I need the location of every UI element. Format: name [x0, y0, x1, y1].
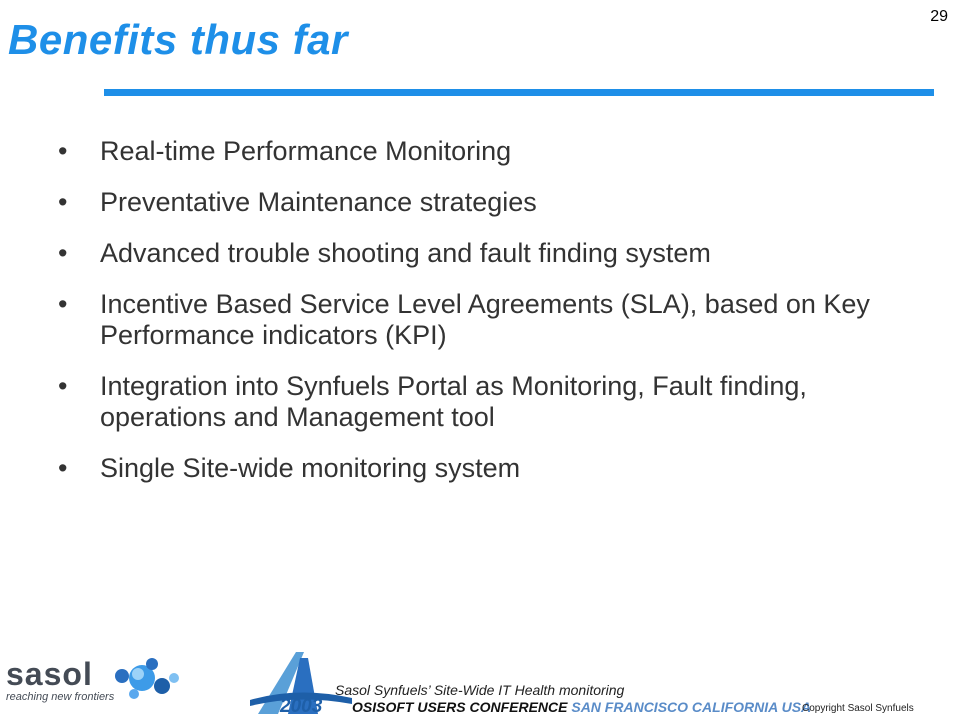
bullet-text: Preventative Maintenance strategies [100, 187, 537, 217]
bullet-item [58, 453, 878, 484]
molecule-icon [112, 654, 182, 704]
sasol-tagline: reaching new frontiers [6, 691, 115, 703]
bullet-mark: • [58, 453, 68, 483]
sasol-logo [6, 657, 114, 703]
bullet-text: Single Site-wide monitoring system [100, 453, 521, 483]
bullet-text: Advanced trouble shooting and fault finding system [100, 238, 711, 268]
bullet-item [58, 238, 878, 269]
conference-location: SAN FRANCISCO CALIFORNIA USA [571, 699, 812, 715]
conference-banner [352, 699, 811, 715]
sasol-wordmark: sasol [6, 656, 93, 692]
slide-number: 29 [930, 8, 948, 25]
bullet-list [58, 136, 878, 504]
bullet-text: Incentive Based Service Level Agreements (SLA), based on Key Performance indicators (KPI) [100, 289, 870, 350]
bullet-mark: • [58, 187, 68, 217]
conference-year: 2003 [280, 696, 323, 717]
footer-caption: Sasol Synfuels’ Site-Wide IT Health monitoring [335, 682, 625, 698]
title-underline [104, 89, 934, 96]
bullet-text: Integration into Synfuels Portal as Monitoring, Fault finding, operations and Management tool [100, 371, 807, 432]
slide-title: Benefits thus far [8, 16, 348, 63]
copyright: Copyright Sasol Synfuels [802, 703, 914, 714]
bullet-mark: • [58, 289, 68, 319]
bullet-mark: • [58, 238, 68, 268]
conference-name: OSISOFT USERS CONFERENCE [352, 699, 568, 715]
bullet-item [58, 371, 878, 433]
bullet-item [58, 289, 878, 351]
bullet-text: Real-time Performance Monitoring [100, 136, 512, 166]
bullet-mark: • [58, 136, 68, 166]
bullet-item [58, 187, 878, 218]
bullet-mark: • [58, 371, 68, 401]
bullet-item [58, 136, 878, 167]
